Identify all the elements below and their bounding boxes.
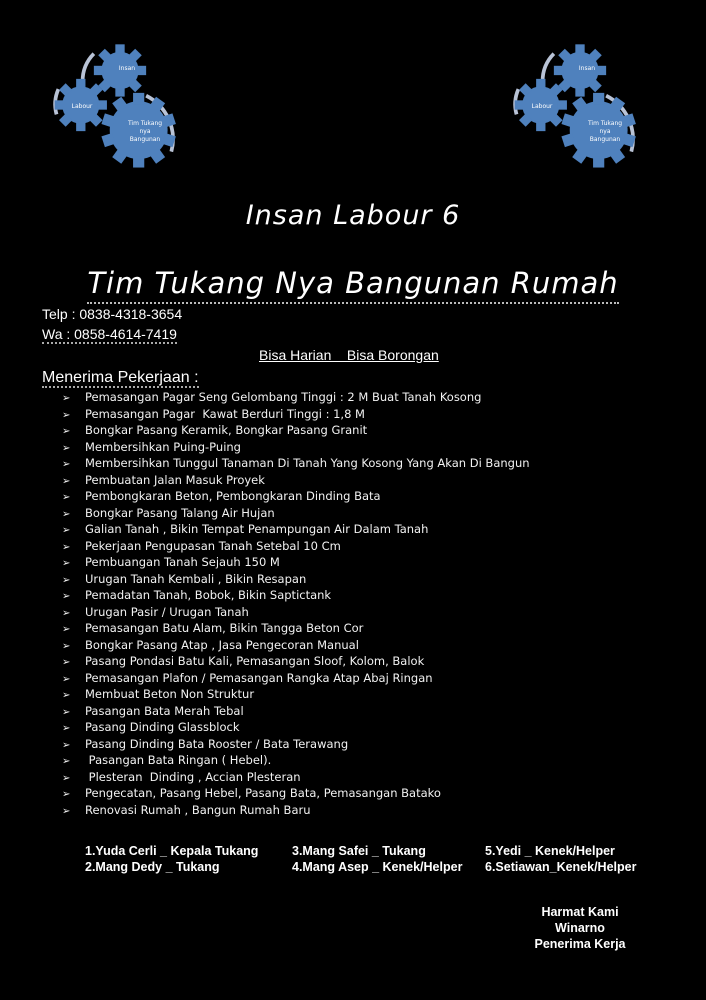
arrow-bullet-icon: ➢ [62, 426, 71, 437]
team-column-3 [485, 843, 636, 875]
arrow-bullet-icon: ➢ [62, 607, 71, 619]
job-text: Galian Tanah , Bikin Tempat Penampungan Air Dalam Tanah [85, 522, 429, 536]
list-item [62, 703, 530, 720]
arrow-bullet-icon: ➢ [62, 393, 71, 404]
subtitle-text: Tim Tukang Nya Bangunan Rumah [87, 266, 618, 304]
signature-name: Winarno [555, 921, 605, 935]
arrow-bullet-icon: ➢ [62, 558, 71, 569]
list-item [62, 637, 530, 654]
arrow-bullet-icon: ➢ [62, 525, 71, 536]
arrow-bullet-icon: ➢ [62, 640, 71, 652]
arrow-bullet-icon: ➢ [62, 789, 71, 800]
list-item [62, 571, 530, 588]
gear-label-line2: nya [139, 128, 151, 135]
job-text: Pasang Pondasi Batu Kali, Pemasangan Sloof, Kolom, Balok [85, 654, 425, 668]
page-title: Insan Labour 6 [245, 200, 461, 231]
gear-logo-right [505, 35, 655, 175]
arrow-bullet-icon: ➢ [62, 624, 71, 635]
list-item [62, 620, 530, 637]
list-item [62, 736, 530, 753]
list-item [62, 587, 530, 604]
arrow-bullet-icon: ➢ [62, 723, 71, 734]
contact-wa-text: Wa : 0858-4614-7419 [42, 326, 177, 342]
list-item [62, 653, 530, 670]
job-text: Pemadatan Tanah, Bobok, Bikin Saptictank [85, 588, 332, 602]
list-item [62, 422, 530, 439]
arrow-bullet-icon: ➢ [62, 459, 71, 470]
arrow-bullet-icon: ➢ [62, 772, 71, 784]
list-item [62, 389, 530, 406]
arrow-bullet-icon: ➢ [62, 591, 71, 602]
arrow-bullet-icon: ➢ [62, 442, 71, 454]
arrow-bullet-icon: ➢ [62, 541, 71, 553]
job-text: Pengecatan, Pasang Hebel, Pasang Bata, Pemasangan Batako [85, 786, 441, 800]
signature-role: Penerima Kerja [534, 937, 626, 951]
signature-block [520, 904, 640, 952]
team-column-1 [85, 843, 258, 875]
gear-label-line3: Bangunan [589, 136, 621, 143]
gear-label-insan: Insan [578, 65, 596, 72]
arrow-bullet-icon: ➢ [62, 805, 71, 817]
list-item [62, 538, 530, 555]
arrow-bullet-icon: ➢ [62, 508, 71, 520]
gear-label-tim-tukang [583, 120, 627, 144]
job-text: Pasang Dinding Bata Rooster / Bata Terawang [85, 736, 349, 751]
signature-greeting: Harmat Kami [541, 905, 619, 919]
job-text: Membuat Beton Non Struktur [85, 687, 255, 701]
gear-logo-left [45, 35, 195, 175]
job-text: Pembuatan Jalan Masuk Proyek [85, 472, 265, 487]
list-item [62, 785, 530, 802]
list-item [62, 554, 530, 571]
job-text: Pasangan Bata Ringan ( Hebel). [85, 753, 272, 767]
arrow-bullet-icon: ➢ [62, 756, 71, 767]
list-item [62, 455, 530, 472]
arrow-bullet-icon: ➢ [62, 475, 71, 487]
job-text: Pemasangan Pagar Seng Gelombang Tinggi : 2 M Buat Tanah Kosong [85, 390, 482, 404]
arrow-bullet-icon: ➢ [62, 706, 71, 718]
job-text: Pekerjaan Pengupasan Tanah Setebal 10 Cm [85, 538, 341, 553]
arrow-bullet-icon: ➢ [62, 657, 71, 668]
team-member: 4.Mang Asep _ Kenek/Helper [292, 860, 463, 874]
list-item [62, 604, 530, 621]
section-heading-text: Menerima Pekerjaan : [42, 369, 199, 386]
arrow-bullet-icon: ➢ [62, 574, 71, 586]
arrow-bullet-icon: ➢ [62, 409, 71, 421]
arrow-bullet-icon: ➢ [62, 492, 71, 503]
gear-label-insan: Insan [118, 65, 136, 72]
job-text: Bongkar Pasang Atap , Jasa Pengecoran Manual [85, 637, 359, 652]
list-item [62, 472, 530, 489]
job-text: Pemasangan Batu Alam, Bikin Tangga Beton Cor [85, 621, 364, 635]
job-text: Pemasangan Plafon / Pemasangan Rangka Atap Abaj Ringan [85, 670, 433, 685]
list-item [62, 406, 530, 423]
list-item [62, 439, 530, 456]
gear-label-line2: nya [599, 128, 611, 135]
list-item [62, 505, 530, 522]
job-list [62, 389, 530, 818]
team-member: 5.Yedi _ Kenek/Helper [485, 844, 615, 858]
team-member: 3.Mang Safei _ Tukang [292, 844, 426, 858]
gear-label-labour: Labour [531, 103, 553, 110]
contact-wa [42, 326, 177, 342]
team-member: 2.Mang Dedy _ Tukang [85, 860, 220, 874]
gear-label-tim-tukang [123, 120, 167, 144]
gear-label-line3: Bangunan [129, 136, 161, 143]
job-text: Bongkar Pasang Keramik, Bongkar Pasang Granit [85, 423, 368, 437]
job-text: Pembuangan Tanah Sejauh 150 M [85, 555, 280, 569]
arrow-bullet-icon: ➢ [62, 690, 71, 701]
section-heading [42, 369, 199, 387]
gear-label-line1: Tim Tukang [127, 120, 163, 127]
job-text: Plesteran Dinding , Accian Plesteran [85, 769, 301, 784]
team-member: 1.Yuda Cerli _ Kepala Tukang [85, 844, 259, 858]
work-modes: Bisa Harian Bisa Borongan [259, 347, 439, 363]
job-text: Renovasi Rumah , Bangun Rumah Baru [85, 802, 311, 817]
job-text: Membersihkan Tunggul Tanaman Di Tanah Yang Kosong Yang Akan Di Bangun [85, 456, 530, 470]
job-text: Urugan Tanah Kembali , Bikin Resapan [85, 571, 307, 586]
page-subtitle [0, 266, 706, 300]
list-item [62, 488, 530, 505]
list-item [62, 752, 530, 769]
list-item [62, 521, 530, 538]
list-item [62, 686, 530, 703]
contact-telp: Telp : 0838-4318-3654 [42, 306, 183, 322]
job-text: Urugan Pasir / Urugan Tanah [85, 604, 249, 619]
list-item [62, 719, 530, 736]
job-text: Membersihkan Puing-Puing [85, 439, 241, 454]
job-text: Bongkar Pasang Talang Air Hujan [85, 505, 275, 520]
gear-label-labour: Labour [71, 103, 93, 110]
team-member: 6.Setiawan_Kenek/Helper [485, 860, 637, 874]
list-item [62, 670, 530, 687]
job-text: Pasangan Bata Merah Tebal [85, 703, 244, 718]
arrow-bullet-icon: ➢ [62, 673, 71, 685]
job-text: Pasang Dinding Glassblock [85, 720, 240, 734]
job-text: Pembongkaran Beton, Pembongkaran Dinding Bata [85, 489, 381, 503]
job-text: Pemasangan Pagar Kawat Berduri Tinggi : 1,8 M [85, 406, 365, 421]
list-item [62, 769, 530, 786]
arrow-bullet-icon: ➢ [62, 739, 71, 751]
gear-label-line1: Tim Tukang [587, 120, 623, 127]
list-item [62, 802, 530, 819]
team-column-2 [292, 843, 462, 875]
